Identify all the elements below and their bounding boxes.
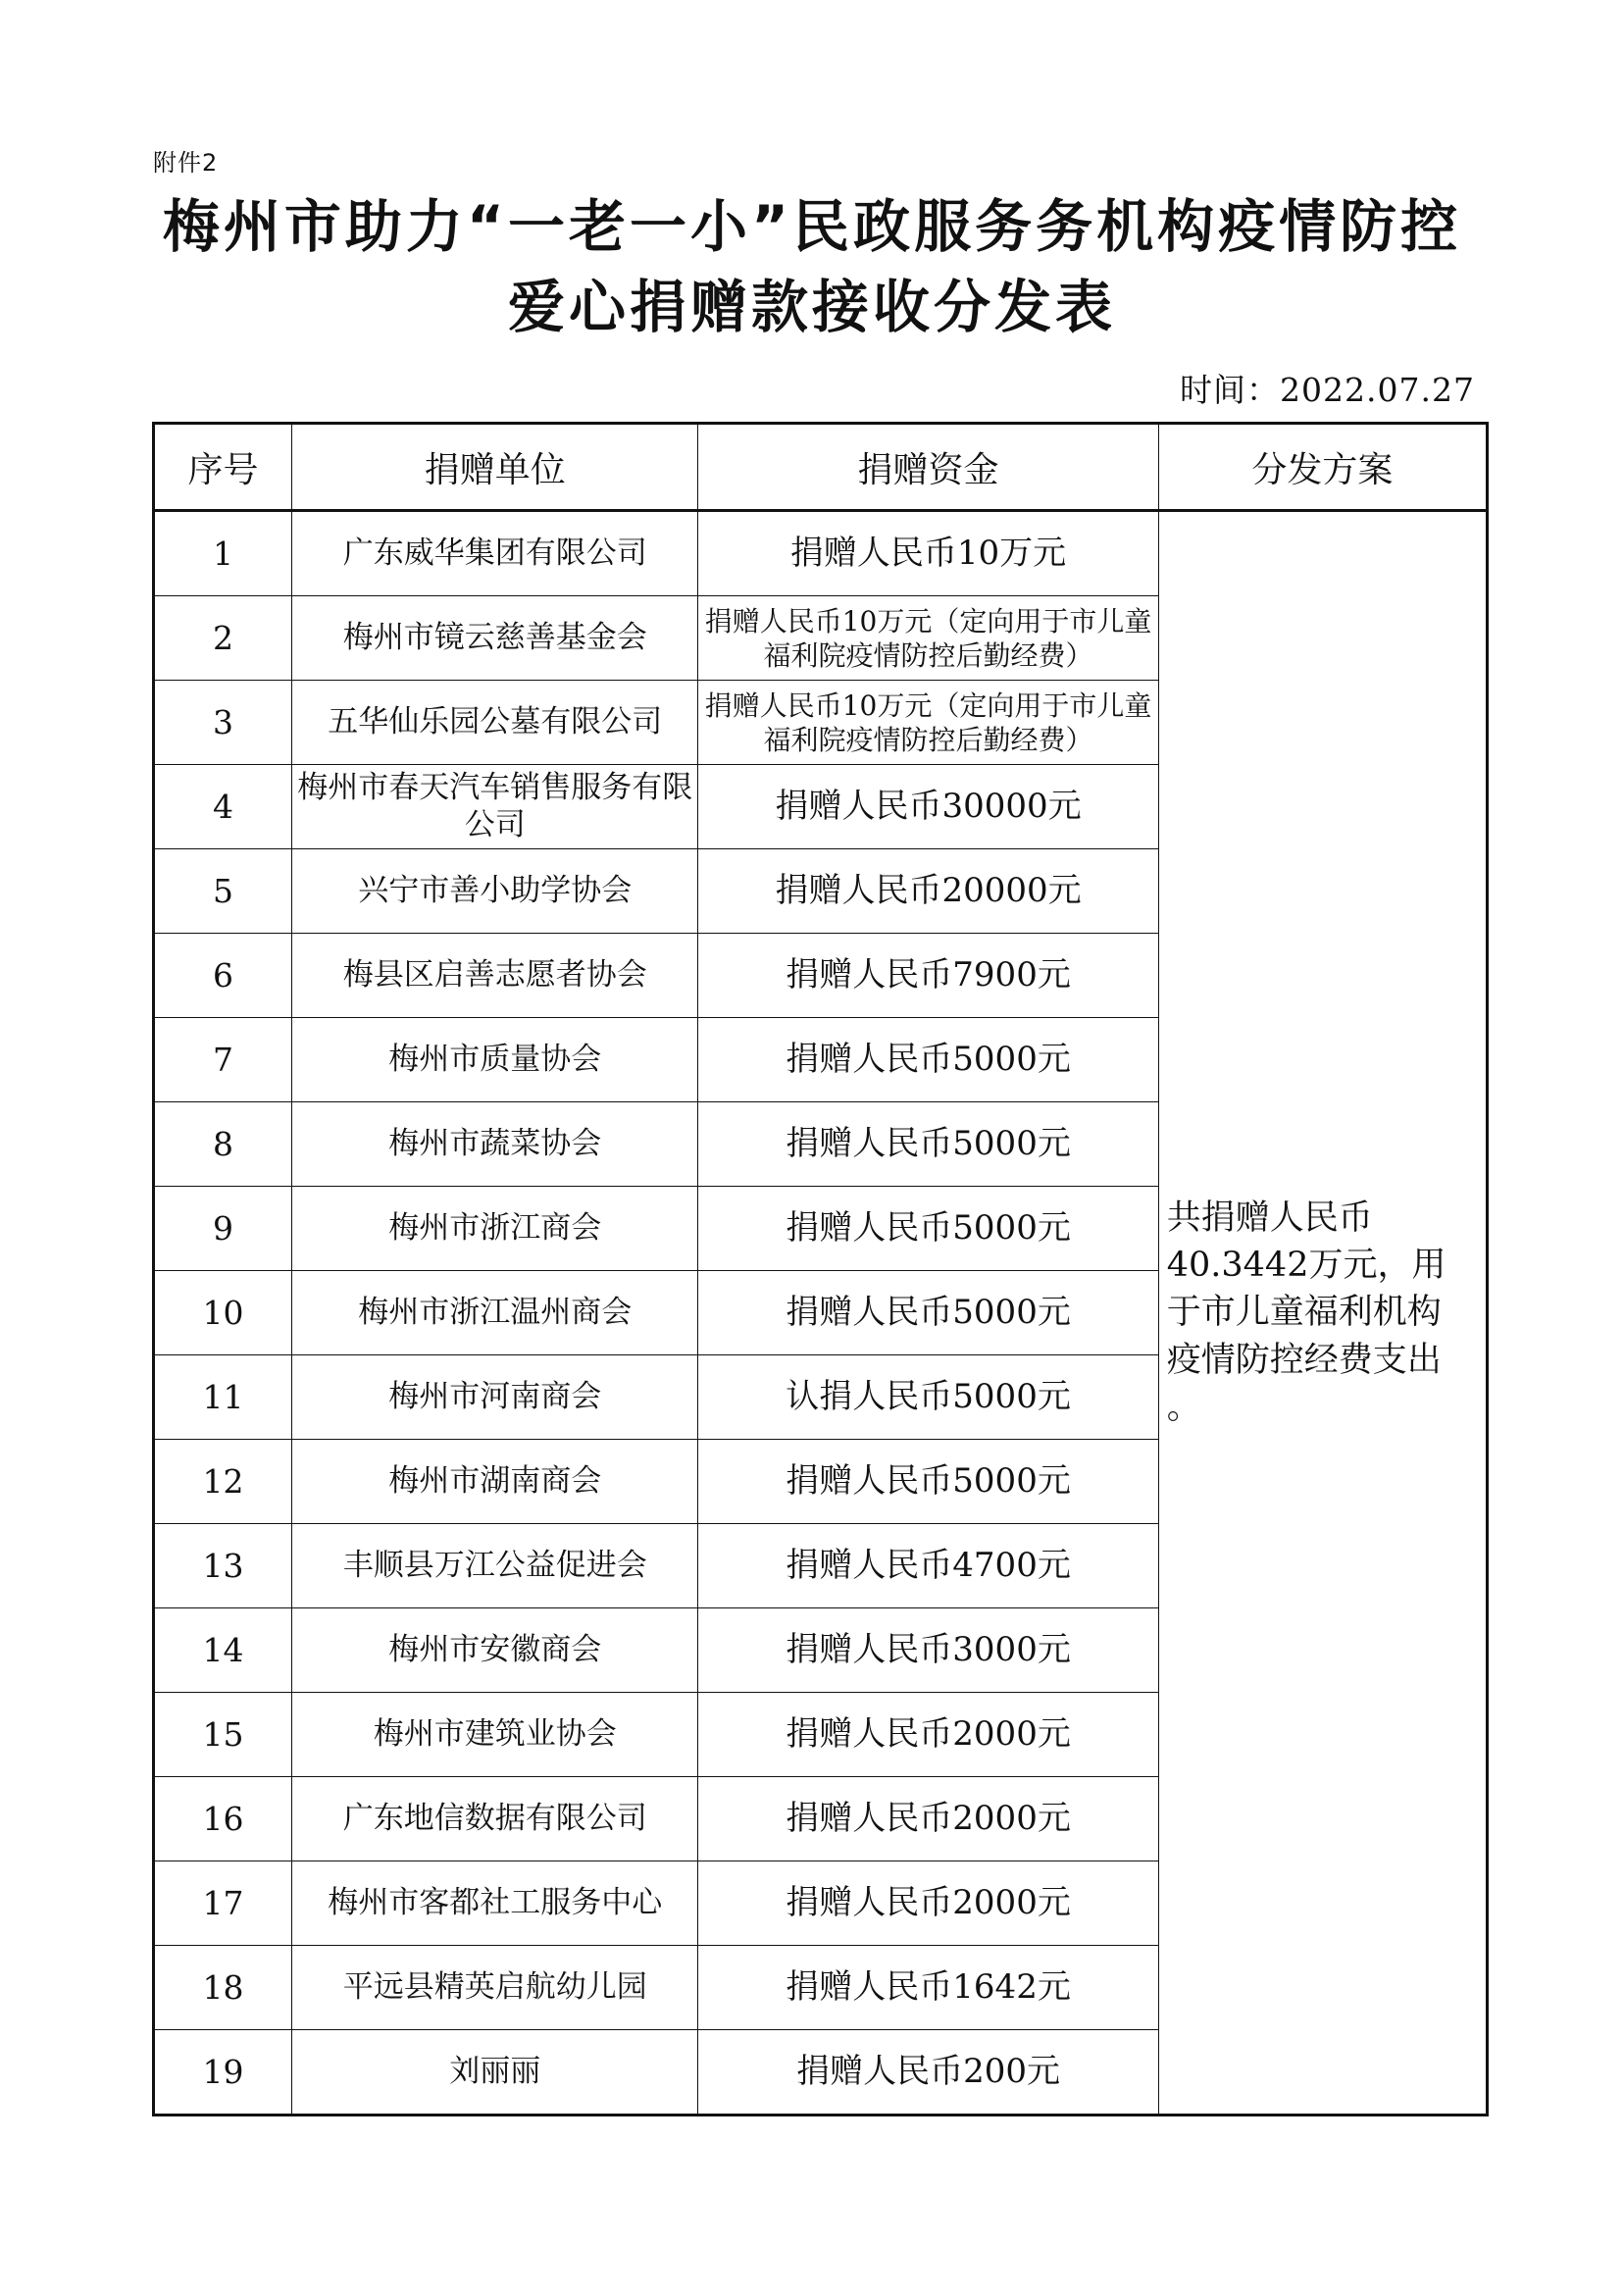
donor-unit: 梅州市镜云慈善基金会 — [292, 596, 698, 681]
table-row — [154, 511, 1488, 596]
donation-amount: 捐赠人民币5000元 — [698, 1440, 1158, 1524]
attachment-label: 附件2 — [153, 149, 219, 177]
row-number: 7 — [154, 1018, 292, 1102]
donation-amount: 捐赠人民币5000元 — [698, 1018, 1158, 1102]
column-header-amount: 捐赠资金 — [698, 424, 1158, 511]
donation-amount: 认捐人民币5000元 — [698, 1355, 1158, 1440]
donation-amount: 捐赠人民币200元 — [698, 2030, 1158, 2116]
row-number: 11 — [154, 1355, 292, 1440]
row-number: 3 — [154, 681, 292, 765]
row-number: 10 — [154, 1271, 292, 1355]
row-number: 5 — [154, 849, 292, 934]
donor-unit: 梅州市春天汽车销售服务有限公司 — [292, 765, 698, 849]
donor-unit: 梅县区启善志愿者协会 — [292, 934, 698, 1018]
document-date: 时间：2022.07.27 — [1180, 371, 1475, 409]
donation-amount: 捐赠人民币3000元 — [698, 1608, 1158, 1693]
donation-amount: 捐赠人民币20000元 — [698, 849, 1158, 934]
row-number: 1 — [154, 511, 292, 596]
column-header-no: 序号 — [154, 424, 292, 511]
donor-unit: 梅州市河南商会 — [292, 1355, 698, 1440]
row-number: 8 — [154, 1102, 292, 1187]
distribution-plan: 共捐赠人民币 40.3442万元，用 于市儿童福利机构 疫情防控经费支出 。 — [1166, 1198, 1446, 1427]
donor-unit: 丰顺县万江公益促进会 — [292, 1524, 698, 1608]
donor-unit: 梅州市浙江温州商会 — [292, 1271, 698, 1355]
row-number: 17 — [154, 1861, 292, 1946]
donor-unit: 广东地信数据有限公司 — [292, 1777, 698, 1861]
donation-amount: 捐赠人民币2000元 — [698, 1693, 1158, 1777]
donation-amount: 捐赠人民币2000元 — [698, 1861, 1158, 1946]
donation-amount: 捐赠人民币7900元 — [698, 934, 1158, 1018]
row-number: 2 — [154, 596, 292, 681]
donor-unit: 兴宁市善小助学协会 — [292, 849, 698, 934]
donor-unit: 梅州市湖南商会 — [292, 1440, 698, 1524]
donor-unit: 五华仙乐园公墓有限公司 — [292, 681, 698, 765]
row-number: 14 — [154, 1608, 292, 1693]
row-number: 4 — [154, 765, 292, 849]
row-number: 15 — [154, 1693, 292, 1777]
donor-unit: 梅州市蔬菜协会 — [292, 1102, 698, 1187]
donation-amount: 捐赠人民币5000元 — [698, 1102, 1158, 1187]
document-title-line1: 梅州市助力“一老一小”民政服务务机构疫情防控 — [162, 193, 1462, 260]
donor-unit: 梅州市浙江商会 — [292, 1187, 698, 1271]
table-header-row — [154, 424, 1488, 511]
donation-amount: 捐赠人民币10万元 — [698, 511, 1158, 596]
donation-amount: 捐赠人民币1642元 — [698, 1946, 1158, 2030]
donor-unit: 梅州市安徽商会 — [292, 1608, 698, 1693]
donation-table — [152, 422, 1489, 2116]
donor-unit: 刘丽丽 — [292, 2030, 698, 2116]
donor-unit: 梅州市质量协会 — [292, 1018, 698, 1102]
donor-unit: 梅州市建筑业协会 — [292, 1693, 698, 1777]
row-number: 9 — [154, 1187, 292, 1271]
donation-amount: 捐赠人民币2000元 — [698, 1777, 1158, 1861]
row-number: 18 — [154, 1946, 292, 2030]
row-number: 16 — [154, 1777, 292, 1861]
donation-amount: 捐赠人民币4700元 — [698, 1524, 1158, 1608]
column-header-plan: 分发方案 — [1158, 424, 1487, 511]
row-number: 12 — [154, 1440, 292, 1524]
donor-unit: 广东威华集团有限公司 — [292, 511, 698, 596]
row-number: 19 — [154, 2030, 292, 2116]
donation-amount: 捐赠人民币10万元（定向用于市儿童福利院疫情防控后勤经费） — [698, 596, 1158, 681]
donation-amount: 捐赠人民币5000元 — [698, 1187, 1158, 1271]
distribution-plan-cell — [1158, 511, 1487, 2116]
donation-amount: 捐赠人民币10万元（定向用于市儿童福利院疫情防控后勤经费） — [698, 681, 1158, 765]
donor-unit: 平远县精英启航幼儿园 — [292, 1946, 698, 2030]
donation-amount: 捐赠人民币5000元 — [698, 1271, 1158, 1355]
document-title-line2: 爱心捐赠款接收分发表 — [507, 274, 1116, 340]
row-number: 6 — [154, 934, 292, 1018]
row-number: 13 — [154, 1524, 292, 1608]
donation-amount: 捐赠人民币30000元 — [698, 765, 1158, 849]
column-header-unit: 捐赠单位 — [292, 424, 698, 511]
donor-unit: 梅州市客都社工服务中心 — [292, 1861, 698, 1946]
